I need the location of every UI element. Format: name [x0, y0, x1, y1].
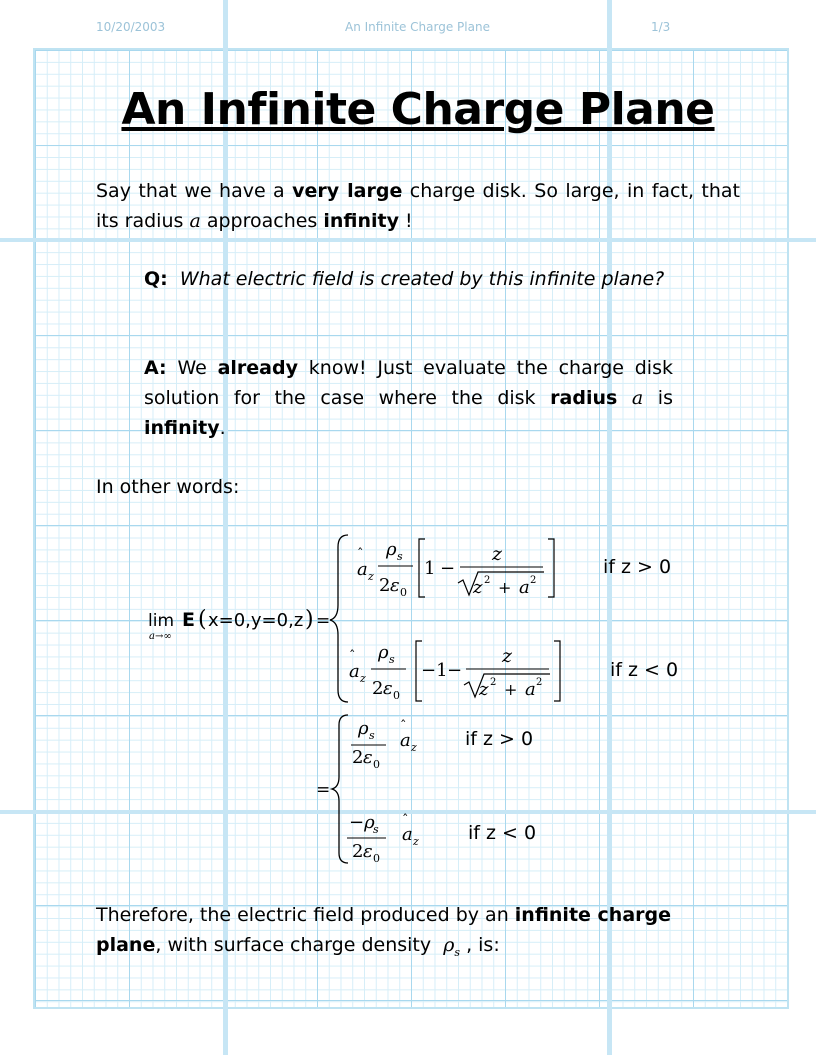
intro-text: charge disk. So large, in fact, that its radius — [96, 180, 740, 232]
svg-text:(: ( — [198, 607, 207, 632]
eq-cond-pos: if z > 0 — [603, 556, 672, 578]
eq-rho-sub: s — [389, 653, 395, 666]
eq-sq: 2 — [536, 677, 543, 688]
intro-text: Say that we have a — [96, 180, 293, 202]
svg-text:ˆ: ˆ — [402, 813, 409, 828]
eq-eps: ε — [363, 841, 373, 862]
intro-bold-very-large: very large — [292, 180, 403, 202]
eq-eps-sub: 0 — [393, 689, 400, 702]
eq-minus: − — [440, 558, 456, 579]
eq-eps-sub: 0 — [373, 758, 380, 771]
eq-eps-sub: 0 — [373, 852, 380, 865]
eq-rho-sub: s — [369, 729, 375, 742]
eq-a-sub: z — [368, 570, 374, 583]
eq-neg-rho: −ρ — [349, 812, 375, 833]
answer-text: We — [166, 357, 218, 379]
eq-eps: ε — [363, 747, 373, 768]
answer-text: is — [643, 387, 673, 409]
conclusion-bold-infinite-charge-plane: infinite charge plane — [96, 904, 671, 956]
eq-rho: ρ — [378, 642, 389, 663]
eq-a-sub: z — [411, 741, 417, 754]
eq-two: 2 — [352, 747, 364, 768]
conclusion-paragraph — [96, 900, 736, 968]
eq-two: 2 — [372, 678, 384, 699]
intro-text: ! — [399, 210, 413, 232]
eq-eps-sub: 0 — [400, 586, 407, 599]
answer-label: A: — [144, 357, 167, 379]
svg-text:ˆ: ˆ — [400, 719, 407, 734]
eq-eps: ε — [383, 678, 393, 699]
conclusion-rho: ρ — [443, 934, 455, 956]
header-page-number: 1/3 — [651, 20, 671, 34]
question-block — [144, 264, 673, 294]
conclusion-text: , is: — [460, 934, 500, 956]
eq-a-sub: z — [360, 672, 366, 685]
eq-two: 2 — [379, 575, 391, 596]
eq-cond-neg: if z < 0 — [610, 659, 679, 681]
svg-text:ˆ: ˆ — [357, 547, 364, 562]
eq-one: 1 — [424, 558, 436, 579]
intro-paragraph — [96, 176, 740, 236]
eq-a-hat: a — [400, 730, 411, 751]
answer-text: know! Just evaluate the charge disk solution for the case where the disk — [144, 357, 673, 409]
page-title: An Infinite Charge Plane — [121, 84, 715, 135]
eq-z: z — [502, 645, 513, 667]
eq-z2: z — [479, 679, 489, 700]
eq-neg-one: −1 — [421, 660, 448, 681]
conclusion-text: , with surface charge density — [155, 934, 438, 956]
svg-text:): ) — [305, 607, 314, 632]
answer-text: . — [219, 417, 226, 439]
answer-bold-radius: radius — [550, 387, 618, 409]
eq-a-sub: z — [413, 835, 419, 848]
eq-plus: + — [504, 680, 518, 699]
eq-rho-sub: s — [397, 550, 403, 563]
header-title: An Infinite Charge Plane — [345, 20, 490, 34]
eq-sq: 2 — [484, 575, 491, 586]
eq-z: z — [492, 543, 503, 565]
eq-equals: = — [316, 780, 331, 800]
eq-sq: 2 — [530, 575, 537, 586]
eq-args: x=0,y=0,z — [208, 610, 304, 631]
eq-cond-neg: if z < 0 — [468, 822, 537, 844]
question-label: Q: — [144, 268, 168, 290]
intro-bold-infinity: infinity — [323, 210, 400, 232]
eq-z2: z — [473, 577, 483, 598]
intro-text: approaches — [200, 210, 324, 232]
equation-block — [130, 525, 730, 870]
eq-equals: = — [316, 611, 331, 631]
eq-two: 2 — [352, 841, 364, 862]
question-text: What electric field is created by this infinite plane? — [179, 268, 665, 290]
eq-lim: lim — [148, 611, 175, 631]
answer-bold-already: already — [217, 357, 298, 379]
eq-a2: a — [525, 679, 536, 700]
header-date: 10/20/2003 — [96, 20, 166, 34]
conclusion-rho-sub: s — [454, 945, 461, 959]
eq-minus: − — [447, 660, 463, 681]
var-a: a — [189, 210, 201, 232]
answer-bold-infinity: infinity — [144, 417, 220, 439]
eq-sq: 2 — [490, 677, 497, 688]
conclusion-text: Therefore, the electric field produced by an — [96, 904, 515, 926]
eq-eps: ε — [390, 575, 400, 596]
eq-rho: ρ — [386, 539, 397, 560]
answer-block — [144, 353, 673, 443]
eq-a-hat: a — [357, 559, 368, 580]
grid-major-line — [0, 238, 816, 242]
eq-a2: a — [519, 577, 530, 598]
eq-a-hat: a — [402, 824, 413, 845]
left-brace — [332, 715, 348, 863]
eq-E: E — [182, 609, 195, 631]
left-brace — [330, 535, 348, 702]
eq-rho-sub: s — [373, 823, 379, 836]
eq-cond-pos: if z > 0 — [465, 728, 534, 750]
eq-rho: ρ — [358, 718, 369, 739]
eq-lim-sub: a→∞ — [149, 631, 172, 642]
svg-text:ˆ: ˆ — [349, 649, 356, 664]
eq-a-hat: a — [349, 661, 360, 682]
eq-plus: + — [498, 578, 512, 597]
var-a: a — [631, 387, 644, 409]
in-other-words: In other words: — [96, 476, 240, 498]
